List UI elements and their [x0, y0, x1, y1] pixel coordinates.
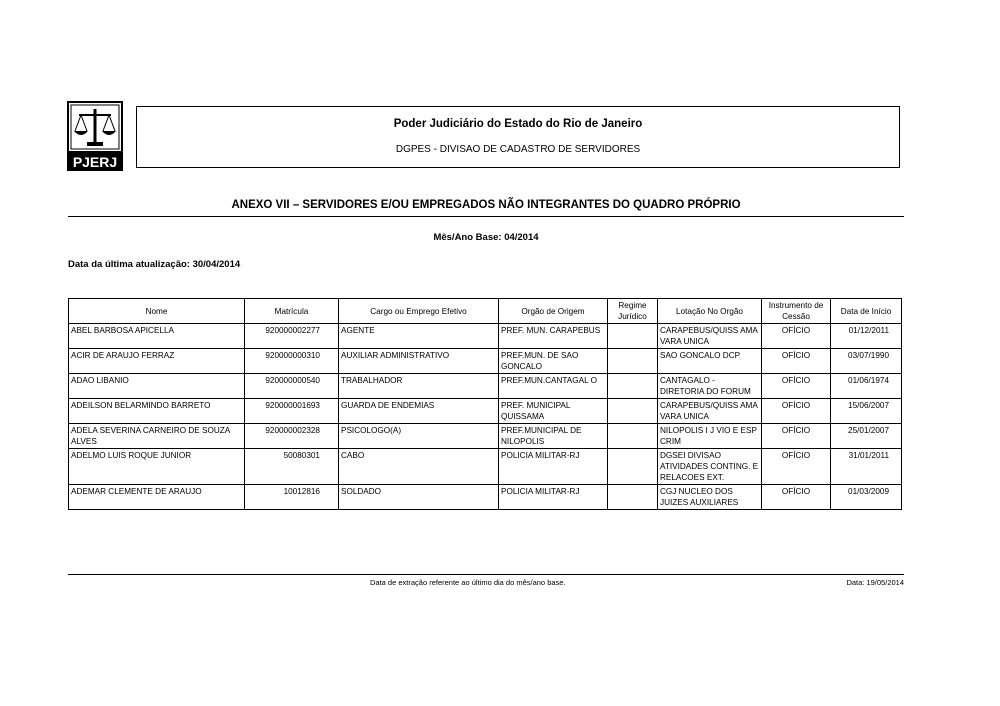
- footer-divider: [68, 574, 904, 575]
- cell-origin: PREF.MUNICIPAL DE NILOPOLIS: [499, 424, 608, 449]
- base-month: Mês/Ano Base: 04/2014: [433, 232, 539, 243]
- cell-registration: 920000000540: [245, 374, 339, 399]
- title-divider: [68, 216, 904, 217]
- cell-start-date: 03/07/1990: [831, 349, 902, 374]
- cell-registration: 920000002277: [245, 324, 339, 349]
- cell-regime: [608, 424, 658, 449]
- cell-start-date: 15/06/2007: [831, 399, 902, 424]
- cell-position: GUARDA DE ENDEMIAS: [339, 399, 499, 424]
- cell-regime: [608, 349, 658, 374]
- table-row: [69, 324, 902, 349]
- cell-regime: [608, 324, 658, 349]
- cell-instrument: OFÍCIO: [762, 324, 831, 349]
- cell-registration: 50080301: [245, 449, 339, 485]
- cell-allocation: SAO GONCALO DCP: [658, 349, 762, 374]
- cell-allocation: CARAPEBUS/QUISS AMA VARA UNICA: [658, 324, 762, 349]
- cell-registration: 10012816: [245, 485, 339, 510]
- cell-position: TRABALHADOR: [339, 374, 499, 399]
- table-row: [69, 349, 902, 374]
- table-row: [69, 449, 902, 485]
- cell-regime: [608, 449, 658, 485]
- cell-position: PSICOLOGO(A): [339, 424, 499, 449]
- col-header: Data de Início: [831, 299, 902, 324]
- cell-allocation: CARAPEBUS/QUISS AMA VARA UNICA: [658, 399, 762, 424]
- cell-position: SOLDADO: [339, 485, 499, 510]
- cell-allocation: CGJ NUCLEO DOS JUIZES AUXILIARES: [658, 485, 762, 510]
- cell-origin: PREF.MUN. DE SAO GONCALO: [499, 349, 608, 374]
- header-box: [136, 106, 900, 168]
- cell-origin: PREF. MUN. CARAPEBUS: [499, 324, 608, 349]
- cell-origin: POLICIA MILITAR-RJ: [499, 485, 608, 510]
- col-header: Lotação No Orgão: [658, 299, 762, 324]
- cell-allocation: DGSEI DIVISAO ATIVIDADES CONTING. E RELACOES EXT.: [658, 449, 762, 485]
- cell-instrument: OFÍCIO: [762, 374, 831, 399]
- cell-origin: POLICIA MILITAR-RJ: [499, 449, 608, 485]
- cell-instrument: OFÍCIO: [762, 424, 831, 449]
- cell-regime: [608, 374, 658, 399]
- cell-registration: 920000002328: [245, 424, 339, 449]
- cell-instrument: OFÍCIO: [762, 485, 831, 510]
- cell-start-date: 01/03/2009: [831, 485, 902, 510]
- footer-note: Data de extração referente ao último dia do mês/ano base.: [370, 578, 566, 587]
- cell-registration: 920000001693: [245, 399, 339, 424]
- servants-table: [68, 298, 902, 510]
- cell-name: ADEMAR CLEMENTE DE ARAUJO: [69, 485, 245, 510]
- cell-position: AGENTE: [339, 324, 499, 349]
- cell-start-date: 01/12/2011: [831, 324, 902, 349]
- table-row: [69, 424, 902, 449]
- department-name: DGPES - DIVISAO DE CADASTRO DE SERVIDORES: [395, 144, 641, 155]
- cell-name: ABEL BARBOSA APICELLA: [69, 324, 245, 349]
- table-row: [69, 485, 902, 510]
- cell-name: ACIR DE ARAUJO FERRAZ: [69, 349, 245, 374]
- cell-position: CABO: [339, 449, 499, 485]
- cell-name: ADEILSON BELARMINDO BARRETO: [69, 399, 245, 424]
- cell-instrument: OFÍCIO: [762, 399, 831, 424]
- cell-origin: PREF. MUNICIPAL QUISSAMA: [499, 399, 608, 424]
- col-header: Cargo ou Emprego Efetivo: [339, 299, 499, 324]
- cell-origin: PREF.MUN.CANTAGAL O: [499, 374, 608, 399]
- col-header: Nome: [69, 299, 245, 324]
- cell-position: AUXILIAR ADMINISTRATIVO: [339, 349, 499, 374]
- table-header-row: [69, 299, 902, 324]
- col-header: Regime Jurídico: [608, 299, 658, 324]
- org-title: Poder Judiciário do Estado do Rio de Janeiro: [393, 118, 643, 130]
- annex-title: ANEXO VII – SERVIDORES E/OU EMPREGADOS NÃO INTEGRANTES DO QUADRO PRÓPRIO: [231, 199, 741, 211]
- cell-start-date: 31/01/2011: [831, 449, 902, 485]
- table-row: [69, 374, 902, 399]
- cell-regime: [608, 485, 658, 510]
- col-header: Instrumento de Cessão: [762, 299, 831, 324]
- cell-start-date: 01/06/1974: [831, 374, 902, 399]
- cell-name: ADELA SEVERINA CARNEIRO DE SOUZA ALVES: [69, 424, 245, 449]
- cell-allocation: CANTAGALO - DIRETORIA DO FORUM: [658, 374, 762, 399]
- cell-name: ADELMO LUIS ROQUE JUNIOR: [69, 449, 245, 485]
- last-update: Data da última atualização: 30/04/2014: [68, 259, 241, 270]
- cell-instrument: OFÍCIO: [762, 449, 831, 485]
- cell-start-date: 25/01/2007: [831, 424, 902, 449]
- col-header: Matrícula: [245, 299, 339, 324]
- table-row: [69, 399, 902, 424]
- cell-regime: [608, 399, 658, 424]
- logo-text: PJERJ: [72, 154, 118, 170]
- col-header: Orgão de Origem: [499, 299, 608, 324]
- cell-registration: 920000000310: [245, 349, 339, 374]
- extraction-date: Data: 19/05/2014: [846, 578, 904, 587]
- pjerj-logo: [67, 101, 123, 171]
- cell-allocation: NILOPOLIS I J VIO E ESP CRIM: [658, 424, 762, 449]
- cell-name: ADAO LIBANIO: [69, 374, 245, 399]
- cell-instrument: OFÍCIO: [762, 349, 831, 374]
